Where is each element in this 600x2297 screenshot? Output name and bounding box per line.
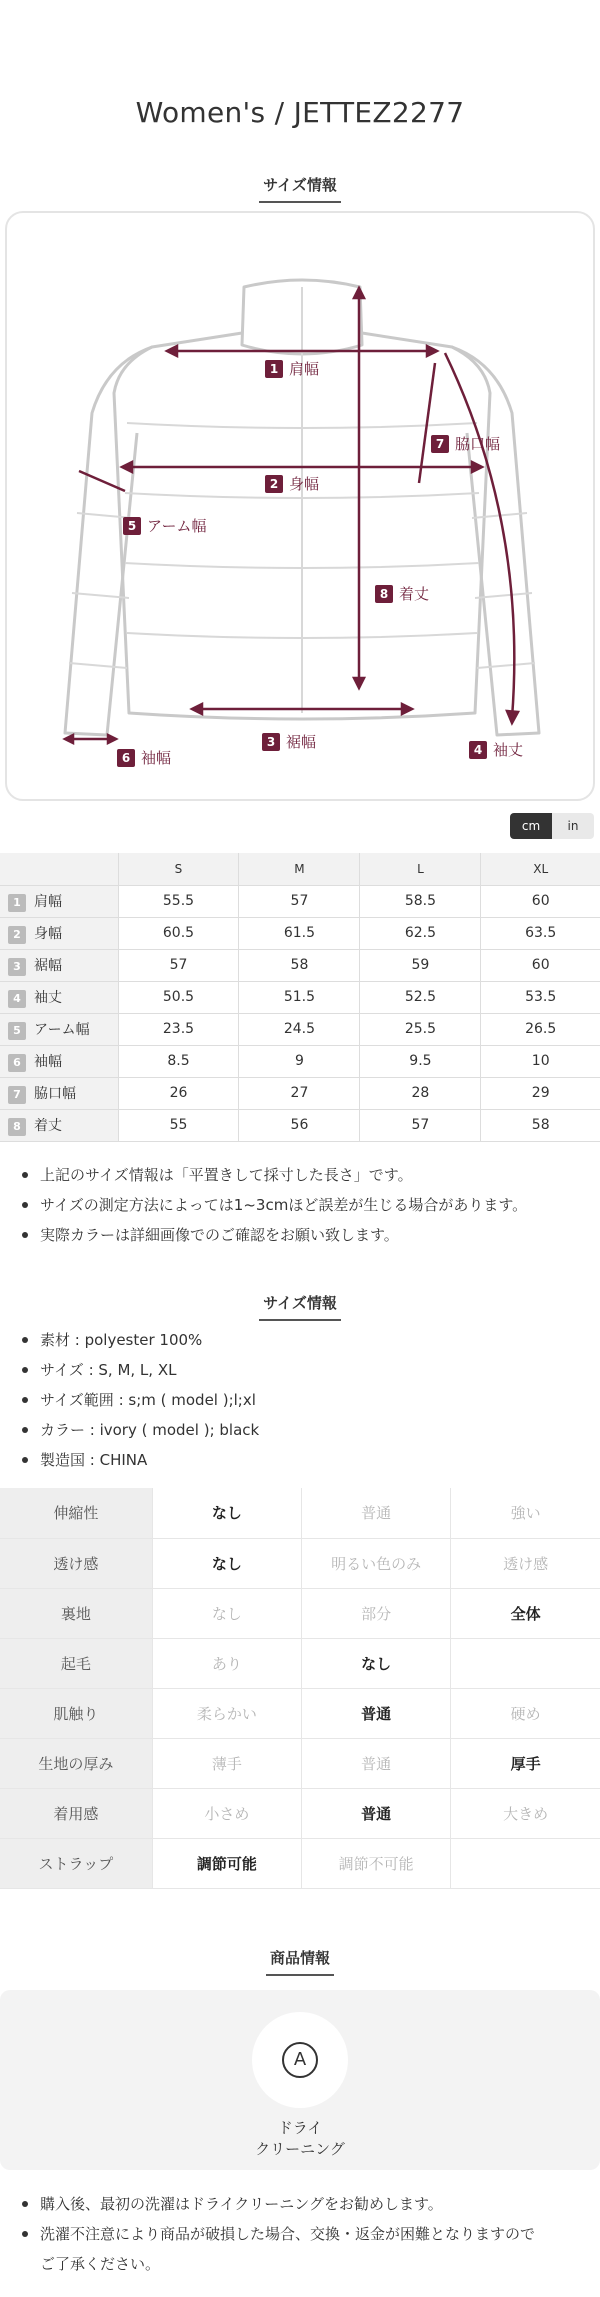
feel-label: ストラップ: [0, 1838, 152, 1888]
measure-label-chest: 2 身幅: [265, 473, 319, 494]
cell: 27: [239, 1077, 360, 1109]
feel-option: 小さめ: [152, 1788, 301, 1838]
measure-label-cuff-width: 6 袖幅: [117, 747, 171, 768]
measure-label-shoulder: 1 肩幅: [265, 358, 319, 379]
measure-label-hem: 3 裾幅: [262, 731, 316, 752]
feel-label: 着用感: [0, 1788, 152, 1838]
row-num: 6: [8, 1054, 26, 1072]
feel-option: 柔らかい: [152, 1688, 301, 1738]
feel-option: 大きめ: [451, 1788, 600, 1838]
size-header-xl: XL: [481, 853, 600, 885]
table-row: [0, 1638, 600, 1688]
cell: 60: [481, 949, 600, 981]
feel-option: 普通: [301, 1688, 450, 1738]
feel-label: 肌触り: [0, 1688, 152, 1738]
cell: 29: [481, 1077, 600, 1109]
feel-option: なし: [301, 1638, 450, 1688]
measure-num-4: 4: [469, 741, 487, 759]
cell: 10: [481, 1045, 600, 1077]
feel-option: 硬め: [451, 1688, 600, 1738]
feel-option: なし: [152, 1588, 301, 1638]
care-instructions-box: [0, 1990, 600, 2170]
list-item: 購入後、最初の洗濯はドライクリーニングをお勧めします。: [22, 2189, 592, 2219]
care-icon-circle: [252, 2012, 348, 2108]
cell: 50.5: [118, 981, 239, 1013]
unit-toggle: [510, 813, 594, 839]
cell: 60: [481, 885, 600, 917]
feel-option: あり: [152, 1638, 301, 1688]
measure-label-armhole: 7 脇口幅: [431, 433, 500, 454]
table-row: [0, 1588, 600, 1638]
cell: 51.5: [239, 981, 360, 1013]
measure-label-arm-width: 5 アーム幅: [123, 515, 207, 536]
feel-label: 起毛: [0, 1638, 152, 1688]
table-row: [0, 1688, 600, 1738]
list-item: 製造国 : CHINA: [22, 1445, 592, 1475]
cell: 58: [239, 949, 360, 981]
cell: 57: [118, 949, 239, 981]
list-item: サイズ : S, M, L, XL: [22, 1355, 592, 1385]
cell: 58: [481, 1109, 600, 1141]
size-diagram: [5, 211, 595, 801]
table-row: [0, 949, 600, 981]
row-num: 1: [8, 894, 26, 912]
list-item: 素材 : polyester 100%: [22, 1325, 592, 1355]
cell: 63.5: [481, 917, 600, 949]
table-row: [0, 981, 600, 1013]
size-table: [0, 853, 600, 1142]
feel-option: [451, 1638, 600, 1688]
cell: 28: [360, 1077, 481, 1109]
table-row: [0, 1045, 600, 1077]
cell: 52.5: [360, 981, 481, 1013]
list-item: サイズ範囲 : s;m ( model );l;xl: [22, 1385, 592, 1415]
cell: 58.5: [360, 885, 481, 917]
feel-option: 普通: [301, 1738, 450, 1788]
row-num: 3: [8, 958, 26, 976]
table-row: [0, 1788, 600, 1838]
feel-option: 明るい色のみ: [301, 1538, 450, 1588]
measure-num-3: 3: [262, 733, 280, 751]
section-heading-size-info: サイズ情報: [0, 174, 600, 203]
feel-label: 生地の厚み: [0, 1738, 152, 1788]
cell: 53.5: [481, 981, 600, 1013]
row-num: 8: [8, 1118, 26, 1136]
unit-cm-button[interactable]: cm: [510, 813, 552, 839]
measure-num-2: 2: [265, 475, 283, 493]
care-note-continuation: ご了承ください。: [40, 2255, 161, 2273]
measure-label-length: 8 着丈: [375, 583, 429, 604]
list-item: 実際カラーは詳細画像でのご確認をお願い致します。: [22, 1220, 592, 1250]
table-row: [0, 1109, 600, 1141]
measure-num-1: 1: [265, 360, 283, 378]
table-row: [0, 917, 600, 949]
cell: 8.5: [118, 1045, 239, 1077]
table-row: [0, 1738, 600, 1788]
cell: 60.5: [118, 917, 239, 949]
dry-clean-icon: A: [282, 2042, 318, 2078]
cell: 56: [239, 1109, 360, 1141]
measure-num-5: 5: [123, 517, 141, 535]
cell: 61.5: [239, 917, 360, 949]
measure-num-6: 6: [117, 749, 135, 767]
list-item: サイズの測定方法によっては1~3cmほど誤差が生じる場合があります。: [22, 1190, 592, 1220]
cell: 26.5: [481, 1013, 600, 1045]
cell: 55.5: [118, 885, 239, 917]
feel-option: なし: [152, 1488, 301, 1538]
section-heading-size-info-2: サイズ情報: [0, 1292, 600, 1321]
list-item: 洗濯不注意により商品が破損した場合、交換・返金が困難となりますので: [22, 2219, 592, 2249]
size-header-s: S: [118, 853, 239, 885]
fabric-feel-table: [0, 1488, 600, 1889]
cell: 25.5: [360, 1013, 481, 1045]
feel-option: 全体: [451, 1588, 600, 1638]
feel-option: [451, 1838, 600, 1888]
size-header-blank: [0, 853, 118, 885]
list-item: 上記のサイズ情報は「平置きして採寸した長さ」です。: [22, 1160, 592, 1190]
size-table-header: [0, 853, 600, 885]
size-header-m: M: [239, 853, 360, 885]
feel-option: 普通: [301, 1488, 450, 1538]
row-num: 5: [8, 1022, 26, 1040]
table-row: [0, 885, 600, 917]
section-heading-product-info: 商品情報: [0, 1947, 600, 1976]
table-row: [0, 1077, 600, 1109]
feel-option: 薄手: [152, 1738, 301, 1788]
feel-label: 透け感: [0, 1538, 152, 1588]
feel-label: 伸縮性: [0, 1488, 152, 1538]
feel-option: なし: [152, 1538, 301, 1588]
list-item: カラー : ivory ( model ); black: [22, 1415, 592, 1445]
row-label: 身幅: [34, 925, 62, 942]
jacket-outline-drawing: [7, 213, 597, 803]
size-notes-list: [22, 1160, 592, 1250]
table-row: [0, 1838, 600, 1888]
row-label: 裾幅: [34, 957, 62, 974]
measure-num-8: 8: [375, 585, 393, 603]
feel-option: 透け感: [451, 1538, 600, 1588]
page-title: Women's / JETTEZ2277: [135, 96, 465, 129]
feel-option: 強い: [451, 1488, 600, 1538]
cell: 62.5: [360, 917, 481, 949]
spec-list: [22, 1325, 592, 1475]
row-label: 肩幅: [34, 893, 62, 910]
measure-label-sleeve-length: 4 袖丈: [469, 739, 523, 760]
table-row: [0, 1013, 600, 1045]
care-notes-list: [22, 2189, 592, 2249]
cell: 26: [118, 1077, 239, 1109]
measure-num-7: 7: [431, 435, 449, 453]
table-row: [0, 1538, 600, 1588]
unit-in-button[interactable]: in: [552, 813, 594, 839]
feel-option: 厚手: [451, 1738, 600, 1788]
row-num: 4: [8, 990, 26, 1008]
cell: 9.5: [360, 1045, 481, 1077]
table-row: [0, 1488, 600, 1538]
cell: 57: [239, 885, 360, 917]
feel-option: 部分: [301, 1588, 450, 1638]
row-label: 脇口幅: [34, 1085, 76, 1102]
cell: 59: [360, 949, 481, 981]
feel-option: 調節不可能: [301, 1838, 450, 1888]
size-header-l: L: [360, 853, 481, 885]
row-label: アーム幅: [34, 1021, 90, 1038]
care-label: ドライ クリーニング: [255, 2119, 345, 2158]
cell: 9: [239, 1045, 360, 1077]
feel-label: 裏地: [0, 1588, 152, 1638]
row-label: 袖丈: [34, 989, 62, 1006]
row-label: 着丈: [34, 1117, 62, 1134]
feel-option: 調節可能: [152, 1838, 301, 1888]
row-num: 2: [8, 926, 26, 944]
cell: 23.5: [118, 1013, 239, 1045]
cell: 57: [360, 1109, 481, 1141]
feel-option: 普通: [301, 1788, 450, 1838]
cell: 55: [118, 1109, 239, 1141]
row-num: 7: [8, 1086, 26, 1104]
row-label: 袖幅: [34, 1053, 62, 1070]
cell: 24.5: [239, 1013, 360, 1045]
